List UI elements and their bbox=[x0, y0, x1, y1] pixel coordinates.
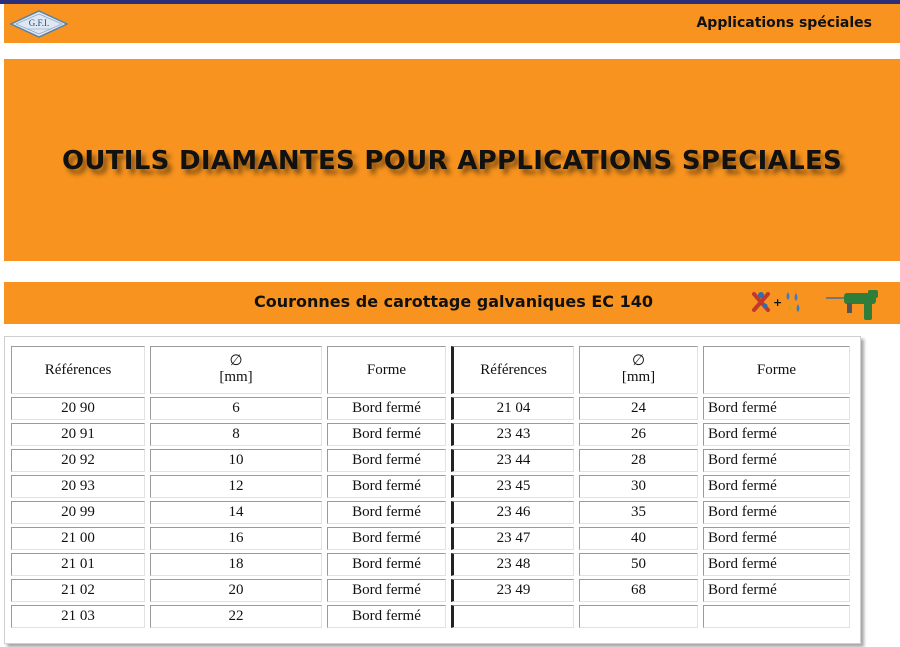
cell-reference: 20 99 bbox=[11, 501, 145, 524]
cell-reference: 23 46 bbox=[451, 501, 574, 524]
cell-diameter: 8 bbox=[150, 423, 322, 446]
cell-diameter: 50 bbox=[579, 553, 698, 576]
cell-diameter: 20 bbox=[150, 579, 322, 602]
product-table-panel bbox=[4, 336, 861, 644]
cell-diameter bbox=[579, 605, 698, 628]
cell-reference: 20 91 bbox=[11, 423, 145, 446]
cell-form: Bord fermé bbox=[327, 579, 446, 602]
diameter-unit: [mm] bbox=[621, 369, 656, 385]
cell-diameter: 16 bbox=[150, 527, 322, 550]
cell-diameter: 30 bbox=[579, 475, 698, 498]
gfi-logo-icon bbox=[10, 10, 68, 38]
cell-diameter: 40 bbox=[579, 527, 698, 550]
cell-form: Bord fermé bbox=[703, 423, 850, 446]
header-diameter-right bbox=[579, 346, 698, 394]
table-row bbox=[11, 501, 850, 524]
table-row bbox=[11, 475, 850, 498]
cell-form: Bord fermé bbox=[327, 449, 446, 472]
cell-form: Bord fermé bbox=[327, 605, 446, 628]
table-row bbox=[11, 553, 850, 576]
table-row bbox=[11, 527, 850, 550]
section-title: Couronnes de carottage galvaniques EC 140 bbox=[254, 292, 654, 311]
cell-form: Bord fermé bbox=[703, 553, 850, 576]
cell-reference: 23 48 bbox=[451, 553, 574, 576]
cell-form: Bord fermé bbox=[327, 475, 446, 498]
cell-form bbox=[703, 605, 850, 628]
drill-icon bbox=[826, 290, 878, 320]
svg-text:+: + bbox=[773, 296, 783, 309]
page-header-title: Applications spéciales bbox=[696, 15, 872, 31]
cell-form: Bord fermé bbox=[703, 397, 850, 420]
table-row bbox=[11, 449, 850, 472]
cell-reference: 23 47 bbox=[451, 527, 574, 550]
cell-reference: 21 03 bbox=[11, 605, 145, 628]
table-row bbox=[11, 397, 850, 420]
cell-diameter: 14 bbox=[150, 501, 322, 524]
cell-reference: 23 43 bbox=[451, 423, 574, 446]
diameter-symbol: ∅ bbox=[631, 353, 646, 369]
cell-form: Bord fermé bbox=[327, 423, 446, 446]
cell-reference: 20 93 bbox=[11, 475, 145, 498]
section-bar bbox=[4, 282, 900, 324]
cell-diameter: 28 bbox=[579, 449, 698, 472]
table-row bbox=[11, 579, 850, 602]
header-references-left: Références bbox=[11, 346, 145, 394]
cell-form: Bord fermé bbox=[327, 553, 446, 576]
cell-form: Bord fermé bbox=[327, 501, 446, 524]
header-references-right: Références bbox=[451, 346, 574, 394]
cell-diameter: 6 bbox=[150, 397, 322, 420]
logo-text: G.F.I. bbox=[28, 18, 50, 28]
cell-form: Bord fermé bbox=[327, 527, 446, 550]
cell-diameter: 18 bbox=[150, 553, 322, 576]
cell-diameter: 22 bbox=[150, 605, 322, 628]
cell-reference: 20 92 bbox=[11, 449, 145, 472]
no-dry-cut-icon bbox=[754, 292, 768, 310]
cell-form: Bord fermé bbox=[703, 475, 850, 498]
header-diameter-left bbox=[150, 346, 322, 394]
banner-title: OUTILS DIAMANTES POUR APPLICATIONS SPECIALES bbox=[61, 146, 843, 176]
usage-icons bbox=[748, 284, 888, 322]
cell-reference bbox=[451, 605, 574, 628]
cell-reference: 23 44 bbox=[451, 449, 574, 472]
cell-diameter: 12 bbox=[150, 475, 322, 498]
diameter-unit: [mm] bbox=[219, 369, 253, 385]
cell-diameter: 26 bbox=[579, 423, 698, 446]
cell-form: Bord fermé bbox=[703, 527, 850, 550]
diameter-symbol: ∅ bbox=[229, 353, 243, 369]
water-cooling-icon bbox=[787, 292, 800, 312]
cell-diameter: 24 bbox=[579, 397, 698, 420]
cell-diameter: 35 bbox=[579, 501, 698, 524]
header-form-left: Forme bbox=[327, 346, 446, 394]
main-banner bbox=[4, 59, 900, 261]
cell-reference: 23 45 bbox=[451, 475, 574, 498]
table-row bbox=[11, 605, 850, 628]
product-table bbox=[6, 343, 855, 631]
cell-form: Bord fermé bbox=[327, 397, 446, 420]
table-row bbox=[11, 423, 850, 446]
cell-diameter: 68 bbox=[579, 579, 698, 602]
cell-reference: 21 01 bbox=[11, 553, 145, 576]
cell-form: Bord fermé bbox=[703, 449, 850, 472]
cell-reference: 20 90 bbox=[11, 397, 145, 420]
cell-form: Bord fermé bbox=[703, 501, 850, 524]
table-header-row bbox=[11, 346, 850, 394]
cell-reference: 21 02 bbox=[11, 579, 145, 602]
cell-form: Bord fermé bbox=[703, 579, 850, 602]
cell-diameter: 10 bbox=[150, 449, 322, 472]
header-bar bbox=[4, 4, 900, 43]
cell-reference: 23 49 bbox=[451, 579, 574, 602]
cell-reference: 21 04 bbox=[451, 397, 574, 420]
cell-reference: 21 00 bbox=[11, 527, 145, 550]
header-form-right: Forme bbox=[703, 346, 850, 394]
